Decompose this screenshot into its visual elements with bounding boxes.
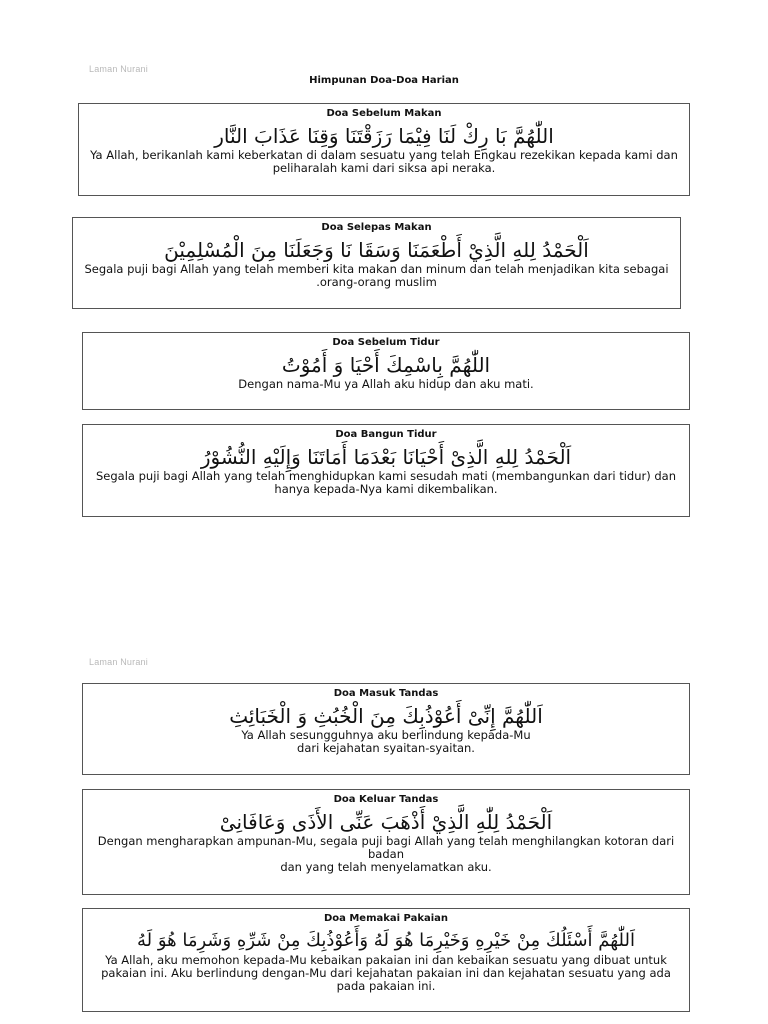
meaning-line: dari kejahatan syaitan-syaitan. <box>297 741 475 755</box>
prayer-title: Doa Masuk Tandas <box>333 688 439 699</box>
prayer-arabic: اللّٰهُمَّ بَا رِكْ لَنَا فِيْمَا رَزَقْتَنَا وَقِنَا عَذَابَ النَّار <box>214 124 554 148</box>
prayer-meaning <box>89 835 683 874</box>
meaning-line: Segala puji bagi Allah yang telah menghidupkan kami sesudah mati (membangunkan dari tidur) dan <box>95 469 676 483</box>
prayer-meaning <box>89 729 683 755</box>
meaning-line: peliharalah kami dari siksa api neraka. <box>272 161 496 175</box>
prayer-box-memakai-pakaian <box>82 908 690 1012</box>
prayer-arabic: اَلْحَمْدُ لِلهِ الَّذِيْ أَطْعَمَنَا وَسَقَا نَا وَجَعَلَنَا مِنَ الْمُسْلِمِيْنَ <box>164 238 589 262</box>
document-title: Himpunan Doa-Doa Harian <box>309 75 459 86</box>
prayer-arabic: اَلْحَمْدُ لِلّٰهِ الَّذِيْ أَذْهَبَ عَنِّى الأَذَى وَعَافَانِىْ <box>219 810 553 834</box>
meaning-line: Dengan nama-Mu ya Allah aku hidup dan aku mati. <box>238 377 534 391</box>
prayer-arabic: اَلْحَمْدُ لِلهِ الَّذِىْ أَحْيَانَا بَعْدَمَا أَمَاتَنَا وَإِلَيْهِ النُّشُوْرُ <box>200 445 572 469</box>
meaning-line: Ya Allah, berikanlah kami keberkatan di dalam sesuatu yang telah Engkau rezekikan kepada kami dan <box>90 148 678 162</box>
meaning-line: Segala puji bagi Allah yang telah memberi kita makan dan minum dan telah menjadikan kita sebagai <box>84 262 669 276</box>
prayer-title: Doa Keluar Tandas <box>333 794 439 805</box>
meaning-line: .orang-orang muslim <box>316 275 437 289</box>
prayer-box-keluar-tandas <box>82 789 690 895</box>
meaning-line: Ya Allah, aku memohon kepada-Mu kebaikan pakaian ini dan kebaikan sesuatu yang dibuat untuk <box>105 953 667 967</box>
prayer-arabic: اَللّٰهُمَّ إِنِّىْ أَعُوْذُبِكَ مِنَ الْخُبُثِ وَ الْخَبَائِثِ <box>229 704 543 728</box>
meaning-line: pakaian ini. Aku berlindung dengan-Mu dari kejahatan pakaian ini dan kejahatan sesuatu yang ada <box>101 966 671 980</box>
page-header: Laman Nurani <box>89 64 148 74</box>
meaning-line: dan yang telah menyelamatkan aku. <box>280 860 492 874</box>
meaning-line: badan <box>368 847 404 861</box>
page-header: Laman Nurani <box>89 657 148 667</box>
prayer-meaning <box>79 263 674 289</box>
meaning-line: pada pakaian ini. <box>336 979 436 993</box>
prayer-meaning <box>89 954 683 993</box>
prayer-box-bangun-tidur <box>82 424 690 517</box>
prayer-box-sebelum-makan <box>78 103 690 196</box>
prayer-title: Doa Sebelum Makan <box>326 108 442 119</box>
prayer-box-masuk-tandas <box>82 683 690 775</box>
prayer-box-selepas-makan <box>72 217 681 309</box>
prayer-title: Doa Memakai Pakaian <box>323 913 449 924</box>
prayer-title: Doa Sebelum Tidur <box>332 337 440 348</box>
prayer-arabic: اللّٰهُمَّ بِاسْمِكَ أَحْيَا وَ أَمُوْتُ <box>281 353 491 377</box>
prayer-meaning <box>89 378 683 391</box>
meaning-line: Dengan mengharapkan ampunan-Mu, segala puji bagi Allah yang telah menghilangkan kotoran dari <box>97 834 675 848</box>
meaning-line: Ya Allah sesungguhnya aku berlindung kepada-Mu <box>241 728 531 742</box>
prayer-title: Doa Selepas Makan <box>321 222 432 233</box>
prayer-meaning <box>85 149 683 175</box>
meaning-line: hanya kepada-Nya kami dikembalikan. <box>274 482 498 496</box>
prayer-title: Doa Bangun Tidur <box>335 429 437 440</box>
prayer-arabic: اَللّٰهُمَّ أَسْئَلُكَ مِنْ خَيْرِهِ وَخَيْرِمَا هُوَ لَهُ وَأَعُوْذُبِكَ مِنْ شَرِّهِ وَشَرِمَا هُوَ لَهُ <box>137 930 635 951</box>
prayer-box-sebelum-tidur <box>82 332 690 410</box>
prayer-meaning <box>89 470 683 496</box>
